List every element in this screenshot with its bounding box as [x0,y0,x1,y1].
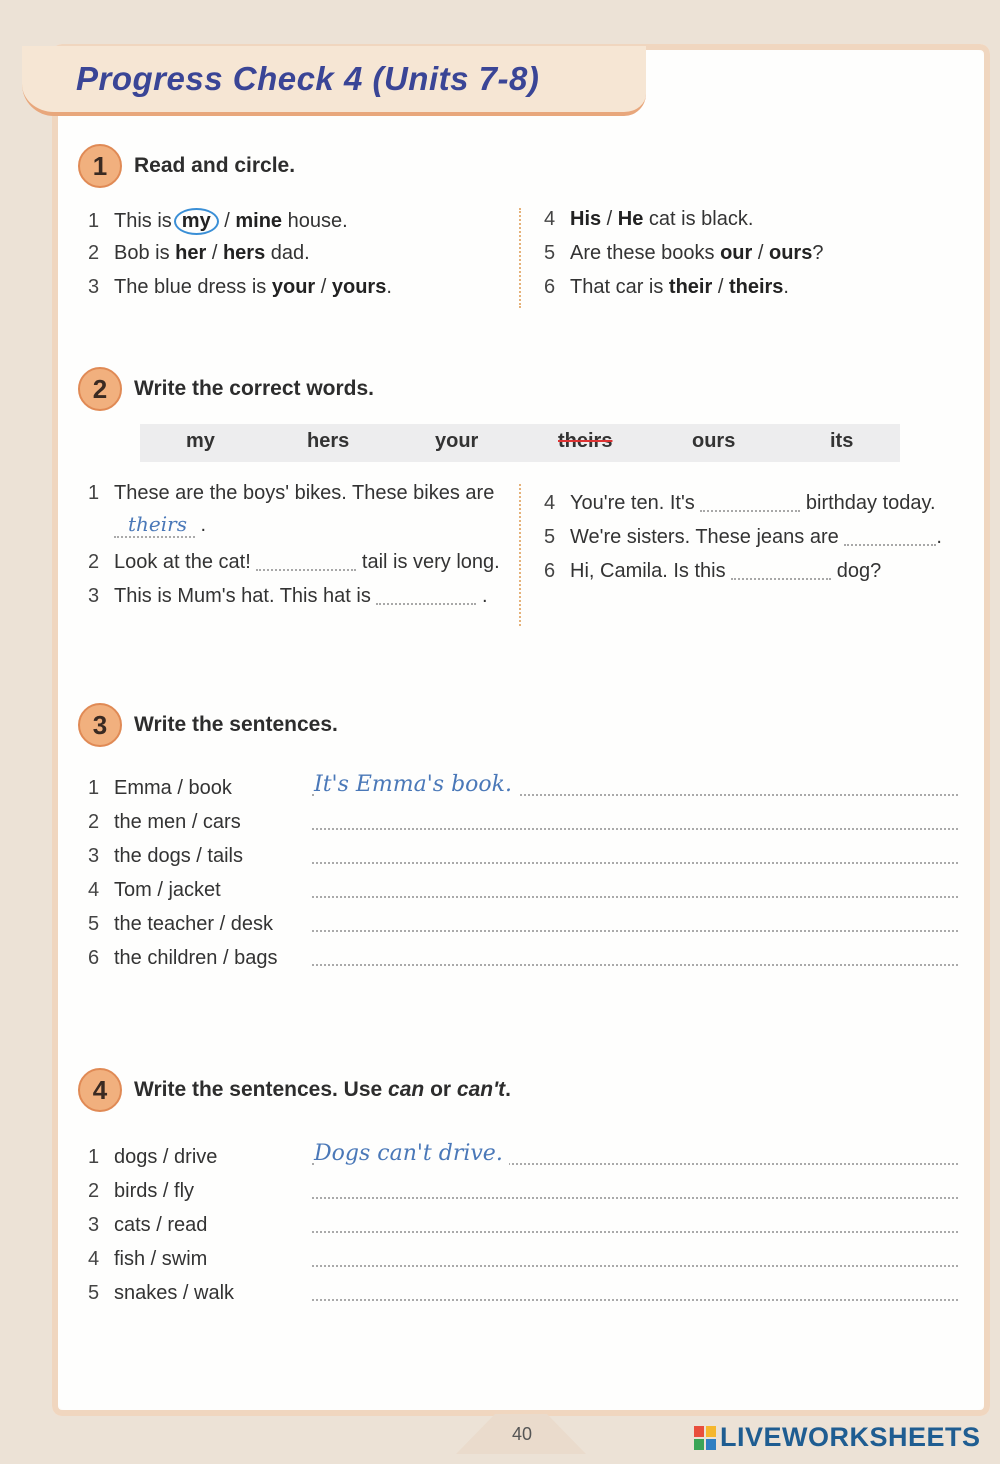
item-number: 5 [544,242,556,264]
item-number: 1 [88,482,100,504]
section-2-header [78,367,374,411]
item-number: 3 [88,1214,100,1236]
item-text: We're sisters. These jeans are [570,526,839,548]
answer-blank[interactable] [844,530,936,546]
liveworksheets-logo [694,1422,981,1453]
option[interactable]: hers [222,242,266,264]
item-number: 5 [88,1282,100,1304]
item-number: 5 [88,913,100,935]
item-number: 6 [88,947,100,969]
item-number: 4 [544,208,556,230]
prompt-text: fish / swim [114,1248,208,1270]
option[interactable]: their [668,276,713,298]
item-number: 2 [88,551,100,573]
ex2-item[interactable] [544,560,881,583]
answer-line[interactable] [312,930,958,932]
word-bank-word[interactable]: your [435,430,479,452]
separator: / [752,242,769,264]
ex1-item[interactable] [88,242,310,265]
prompt-text: cats / read [114,1214,208,1236]
answer-blank[interactable] [376,589,476,605]
section-1-header [78,144,295,188]
option[interactable]: His [570,208,602,230]
prompt-text: Tom / jacket [114,879,221,901]
word-bank-word[interactable]: hers [307,430,350,452]
item-text: . [783,276,789,298]
title-text: or [424,1078,457,1101]
section-number-badge: 4 [78,1068,122,1112]
prompt-text: birds / fly [114,1180,195,1202]
item-number: 1 [88,1146,100,1168]
prompt-text: dogs / drive [114,1146,218,1168]
column-divider [519,484,521,626]
prompt-text: the dogs / tails [114,845,243,867]
ex2-item [88,482,494,505]
title-text: . [505,1078,511,1101]
section-title: Read and circle. [134,154,296,177]
item-number: 3 [88,845,100,867]
option[interactable]: He [617,208,644,230]
item-text: You're ten. It's [570,492,695,514]
ex3-prompt [88,879,221,902]
item-text: The blue dress is [114,276,272,298]
item-number: 2 [88,1180,100,1202]
answer-blank[interactable] [731,564,831,580]
item-text: Bob is [114,242,176,264]
item-text: . [481,585,488,607]
item-number: 6 [544,276,556,298]
item-text: tail is very long. [361,551,500,573]
separator: / [218,210,236,232]
page-title: Progress Check 4 (Units 7-8) [76,60,540,97]
option[interactable]: yours [331,276,387,298]
ex2-item[interactable] [88,551,500,574]
option[interactable]: ours [768,242,813,264]
ex2-item[interactable] [544,492,936,515]
answer-text[interactable]: theirs [114,512,195,538]
answer-line[interactable] [312,1231,958,1233]
prompt-text: the children / bags [114,947,278,969]
item-text: dad. [265,242,310,264]
prompt-text: the men / cars [114,811,241,833]
item-text: . [386,276,392,298]
ex3-prompt [88,913,273,936]
answer-line[interactable] [312,964,958,966]
ex4-prompt [88,1248,207,1271]
item-text: This is Mum's hat. This hat is [114,585,371,607]
item-text: . [200,514,207,536]
item-text: This is [114,210,172,232]
item-text: cat is black. [643,208,754,230]
section-3-header [78,703,338,747]
answer-line[interactable] [312,1299,958,1301]
ex4-prompt [88,1146,217,1169]
answer-line[interactable] [312,1265,958,1267]
answer-line[interactable] [312,828,958,830]
item-text: house. [282,210,348,232]
answer-blank[interactable] [256,555,356,571]
item-number: 3 [88,276,100,298]
item-number: 2 [88,242,100,264]
item-number: 1 [88,210,100,232]
section-title: Write the correct words. [134,377,375,400]
item-number: 4 [544,492,556,514]
word-bank-word[interactable]: my [186,430,215,452]
answer-text[interactable]: Dogs can't drive. [314,1141,509,1166]
item-text: Are these books [570,242,721,264]
title-keyword: can [388,1078,425,1101]
ex3-prompt [88,777,232,800]
item-text: ? [812,242,824,264]
page-number: 40 [512,1424,533,1444]
item-text: That car is [570,276,669,298]
item-number: 6 [544,560,556,582]
section-number-badge: 2 [78,367,122,411]
title-keyword: can't [456,1078,506,1101]
separator: / [712,276,729,298]
answer-text[interactable]: It's Emma's book. [314,772,518,797]
item-text: dog? [836,560,882,582]
logo-text: LIVEWORKSHEETS [720,1422,981,1452]
item-text: birthday today. [805,492,936,514]
option[interactable]: our [720,242,753,264]
section-number-badge: 1 [78,144,122,188]
ex1-item[interactable] [544,208,753,231]
item-number: 5 [544,526,556,548]
word-bank-word-used[interactable]: theirs [558,430,613,452]
ex3-prompt [88,845,243,868]
prompt-text: Emma / book [114,777,232,799]
ex3-prompt [88,947,277,970]
ex2-answer-line[interactable] [114,512,206,537]
ex4-prompt [88,1214,207,1237]
word-bank-word[interactable]: ours [692,430,736,452]
title-text: Write the sentences. Use [134,1078,389,1101]
item-number: 2 [88,811,100,833]
item-number: 4 [88,1248,100,1270]
word-bank-word[interactable]: its [830,430,854,452]
word-bank [140,424,900,462]
ex4-prompt [88,1180,194,1203]
answer-blank[interactable] [700,496,800,512]
section-4-header [78,1068,511,1112]
prompt-text: the teacher / desk [114,913,273,935]
answer-line[interactable] [312,896,958,898]
section-title [134,1078,511,1102]
option[interactable]: theirs [728,276,784,298]
option[interactable]: your [271,276,316,298]
option[interactable]: her [175,242,207,264]
ex2-item[interactable] [544,526,942,549]
prompt-text: snakes / walk [114,1282,235,1304]
ex4-prompt [88,1282,234,1305]
option[interactable]: mine [235,210,283,232]
separator: / [601,208,618,230]
section-number-badge: 3 [78,703,122,747]
ex1-item[interactable] [544,242,823,265]
column-divider [519,208,521,308]
separator: / [206,242,223,264]
item-text: . [936,526,942,548]
ex1-item[interactable] [88,208,348,235]
item-text: Look at the cat! [114,551,251,573]
answer-line[interactable] [312,862,958,864]
item-text: These are the boys' bikes. These bikes are [114,482,495,504]
item-text: Hi, Camila. Is this [570,560,726,582]
item-number: 4 [88,879,100,901]
section-title: Write the sentences. [134,713,338,736]
ex2-item[interactable] [88,585,488,608]
item-number: 3 [88,585,100,607]
answer-line[interactable] [312,1197,958,1199]
ex1-item[interactable] [88,276,392,299]
circled-option[interactable]: my [174,208,219,235]
logo-grid-icon [694,1426,716,1450]
separator: / [315,276,332,298]
ex3-prompt [88,811,241,834]
item-number: 1 [88,777,100,799]
ex1-item[interactable] [544,276,789,299]
